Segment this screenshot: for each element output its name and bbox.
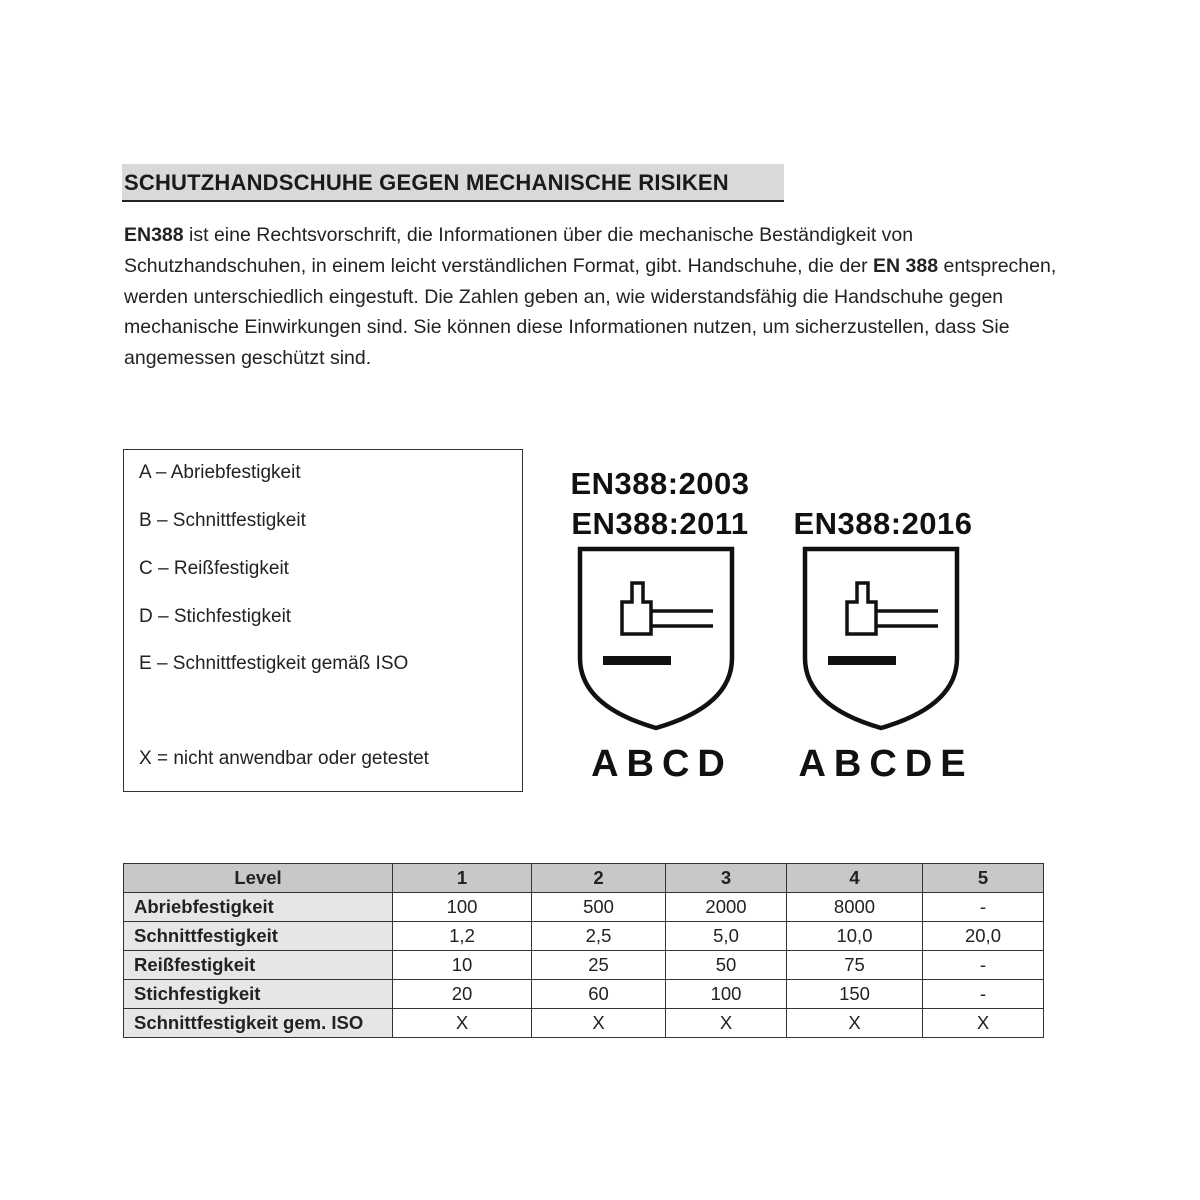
table-row <box>124 922 1044 951</box>
table-cell: 1,2 <box>393 922 532 951</box>
badge-standard-2016: EN388:2016 <box>793 506 973 541</box>
table-header-cell: 1 <box>393 864 532 893</box>
table-cell: 150 <box>787 980 923 1009</box>
table-cell: 100 <box>666 980 787 1009</box>
table-cell: 2,5 <box>532 922 666 951</box>
table-row <box>124 951 1044 980</box>
table-cell: - <box>923 893 1044 922</box>
table-cell: 100 <box>393 893 532 922</box>
legend-item-c: C – Reißfestigkeit <box>139 558 289 579</box>
table-row-label: Reißfestigkeit <box>124 951 393 980</box>
table-cell: X <box>532 1009 666 1038</box>
table-cell: X <box>666 1009 787 1038</box>
table-cell: 20,0 <box>923 922 1044 951</box>
table-cell: 5,0 <box>666 922 787 951</box>
levels-table <box>123 863 1044 1038</box>
legend-item-b: B – Schnittfestigkeit <box>139 510 306 531</box>
table-cell: 50 <box>666 951 787 980</box>
table-cell: - <box>923 951 1044 980</box>
hammer-on-anvil-icon <box>801 546 961 731</box>
table-row <box>124 980 1044 1009</box>
table-row-label: Abriebfestigkeit <box>124 893 393 922</box>
page-title: SCHUTZHANDSCHUHE GEGEN MECHANISCHE RISIKEN <box>122 164 784 202</box>
badge-en388-2016 <box>783 504 983 786</box>
intro-paragraph <box>124 220 1064 374</box>
table-cell: 8000 <box>787 893 923 922</box>
intro-bold-en388: EN388 <box>124 224 184 246</box>
intro-bold-en-388: EN 388 <box>873 254 939 277</box>
table-header-row <box>124 864 1044 893</box>
table-row-label: Schnittfestigkeit <box>124 922 393 951</box>
badge-standard-2003: EN388:2003 <box>570 466 750 501</box>
table-header-cell: 2 <box>532 864 666 893</box>
table-cell: 60 <box>532 980 666 1009</box>
badge-letters-abcd: ABCD <box>591 743 733 785</box>
intro-text-2: entsprechen, werden unterschiedlich eingestuft. Die Zahlen geben an, wie widerstandsfähig die Handschuhe gegen mechanische Einwirkungen sind. Sie können diese Informationen nutzen, um sicherzustellen, dass Sie angemessen geschützt sind. <box>124 254 1057 370</box>
table-cell: 10 <box>393 951 532 980</box>
table-header-cell: Level <box>124 864 393 893</box>
table-header-cell: 4 <box>787 864 923 893</box>
table-row-label: Stichfestigkeit <box>124 980 393 1009</box>
table-cell: 25 <box>532 951 666 980</box>
legend-item-e: E – Schnittfestigkeit gemäß ISO <box>139 653 409 674</box>
badge-standard-2011: EN388:2011 <box>571 506 749 541</box>
table-cell: 20 <box>393 980 532 1009</box>
legend-item-a: A – Abriebfestigkeit <box>139 462 301 483</box>
table-cell: - <box>923 980 1044 1009</box>
badge-letters-abcde: ABCDE <box>798 743 974 785</box>
table-cell: 75 <box>787 951 923 980</box>
table-cell: X <box>787 1009 923 1038</box>
legend-item-d: D – Stichfestigkeit <box>139 606 292 627</box>
hammer-on-anvil-icon <box>576 546 736 731</box>
table-row <box>124 893 1044 922</box>
legend-box <box>123 449 523 792</box>
table-row-label: Schnittfestigkeit gem. ISO <box>124 1009 393 1038</box>
table-cell: 2000 <box>666 893 787 922</box>
table-row <box>124 1009 1044 1038</box>
badge-en388-2003-2011 <box>560 464 760 786</box>
table-cell: X <box>923 1009 1044 1038</box>
table-header-cell: 3 <box>666 864 787 893</box>
table-cell: X <box>393 1009 532 1038</box>
intro-text-1: ist eine Rechtsvorschrift, die Informationen über die mechanische Beständigkeit von Schutzhandschuhen, in einem leicht verständlichen Format, gibt. Handschuhe, die der <box>124 224 914 277</box>
table-cell: 10,0 <box>787 922 923 951</box>
table-header-cell: 5 <box>923 864 1044 893</box>
table-cell: 500 <box>532 893 666 922</box>
legend-note: X = nicht anwendbar oder getestet <box>139 748 429 769</box>
